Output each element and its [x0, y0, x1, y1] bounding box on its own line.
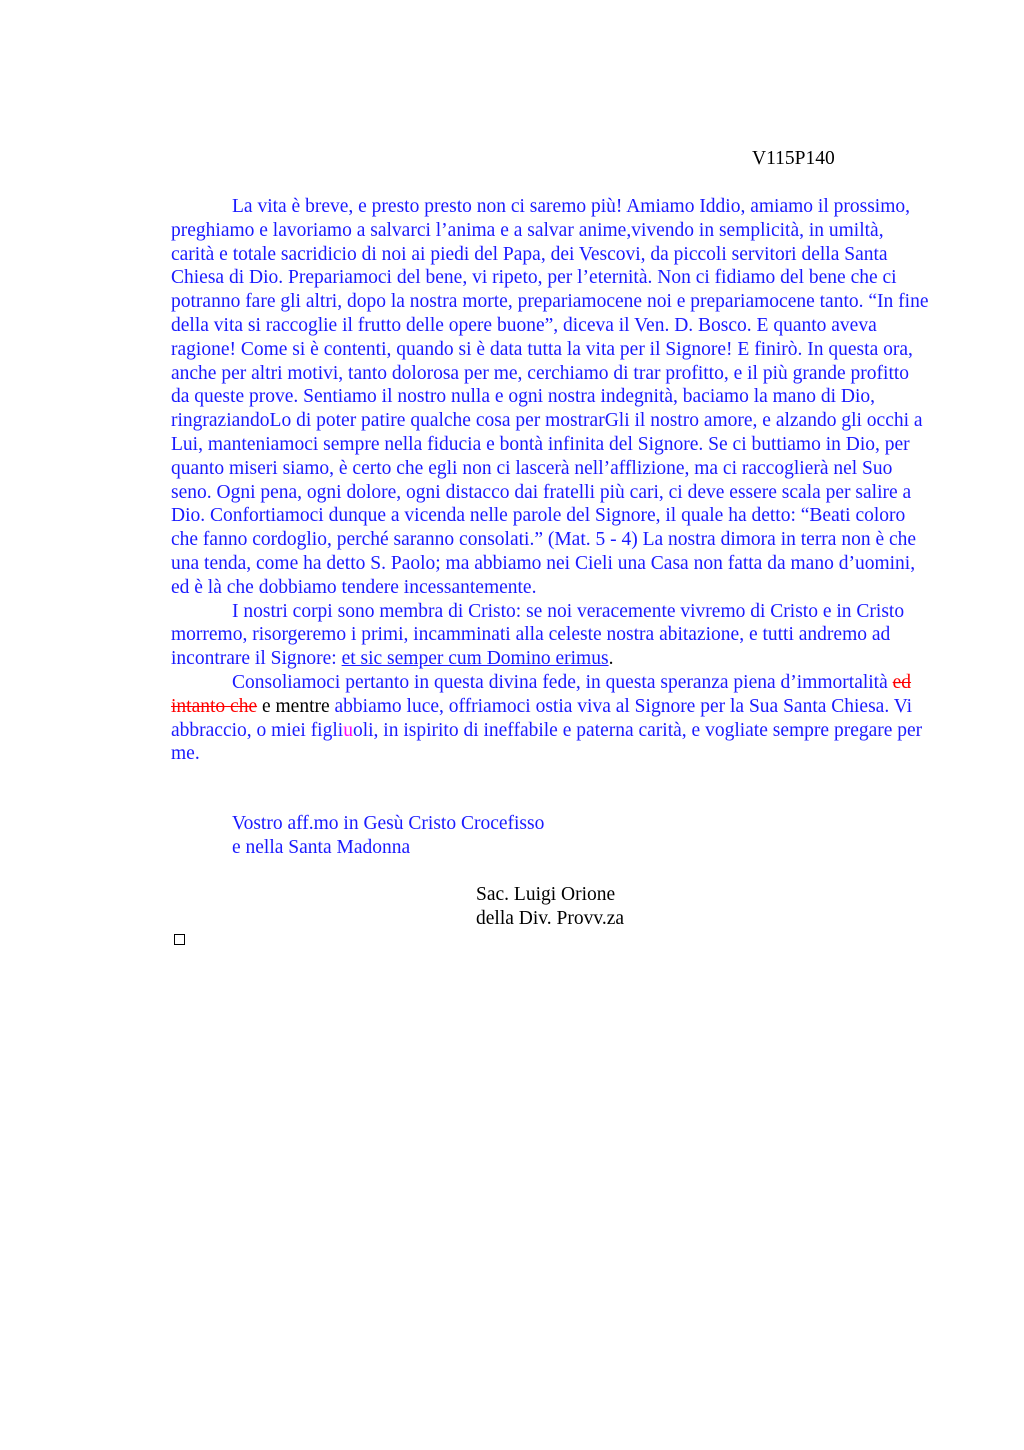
letter-body: [171, 195, 931, 766]
paragraph-2-text: I nostri corpi sono membra di Cristo: se noi veracemente vivremo di Cristo e in Cristo morremo, risorgeremo i primi, incamminati alla celeste nostra abitazione, e tutti andremo ad incontrare il Signore:: [171, 600, 905, 670]
paragraph-2-end: .: [608, 648, 614, 670]
paragraph-3: [171, 671, 931, 766]
signature-line-1: Sac. Luigi Orione: [476, 884, 616, 905]
paragraph-1: La vita è breve, e presto presto non ci saremo più! Amiamo Iddio, amiamo il prossimo, preghiamo e lavoriamo a salvarci l’anima e a salvar anime,vivendo in semplicità, in umiltà, carità e totale sacridicio di noi ai piedi del Papa, dei Vescovi, da piccoli servitori della Santa Chiesa di Dio. Prepariamoci del bene, vi ripeto, per l’eternità. Non ci fidiamo del bene che ci potranno fare gli altri, dopo la nostra morte, prepariamocene noi e prepariamocene tanto. “In fine della vita si raccoglie il frutto delle opere buone”, diceva il Ven. D. Bosco. E quanto aveva ragione! Come si è contenti, quando si è data tutta la vita per il Signore! E finirò. In questa ora, anche per altri motivi, tanto dolorosa per me, cerchiamo di trar profitto, e il più grande profitto da queste prove. Sentiamo il nostro nulla e ogni nostra indegnità, baciamo la mano di Dio, ringraziandoLo di poter patire qualche cosa per mostrarGli il nostro amore, e alzando gli occhi a Lui, manteniamoci sempre nella fiducia e bontà infinita del Signore. Se ci buttiamo in Dio, per quanto miseri siamo, è certo che egli non ci lascerà nell’afflizione, ma ci raccoglierà nel Suo seno. Ogni pena, ogni dolore, ogni distacco dai fratelli più cari, ci deve essere scala per salire a Dio. Confortiamoci dunque a vicenda nelle parole del Signore, il quale ha detto: “Beati coloro che fanno cordoglio, perché saranno consolati.” (Mat. 5 - 4) La nostra dimora in terra non è che una tenda, come ha detto S. Paolo; ma abbiamo nei Cieli una Casa non fatta da mano d’uomini, ed è là che dobbiamo tendere incessantemente.: [171, 196, 929, 598]
paragraph-2: [171, 600, 931, 671]
signature-line-2: della Div. Provv.za: [476, 908, 625, 929]
latin-quote: et sic semper cum Domino erimus: [341, 648, 609, 670]
closing-line-1: Vostro aff.mo in Gesù Cristo Crocefisso: [232, 813, 545, 834]
deleted-text: ed intanto che: [171, 671, 912, 717]
paragraph-3-end: oli, in ispirito di ineffabile e paterna carità, e vogliate sempre pregare per me.: [171, 719, 923, 765]
paragraph-3-text: Consoliamoci pertanto in questa divina fede, in questa speranza piena d’immortalità: [232, 671, 893, 693]
closing-salutation: [232, 812, 544, 860]
checkbox-square-icon: [174, 934, 185, 945]
signature-block: [476, 883, 624, 931]
highlighted-letter: u: [343, 719, 353, 741]
page-reference: V115P140: [752, 148, 835, 169]
paragraph-3-mid: abbiamo luce, offriamoci ostia viva al Signore per la Sua Santa Chiesa. Vi abbraccio, o miei figli: [171, 695, 913, 741]
closing-line-2: e nella Santa Madonna: [232, 837, 411, 858]
inserted-text: e mentre: [257, 695, 335, 717]
